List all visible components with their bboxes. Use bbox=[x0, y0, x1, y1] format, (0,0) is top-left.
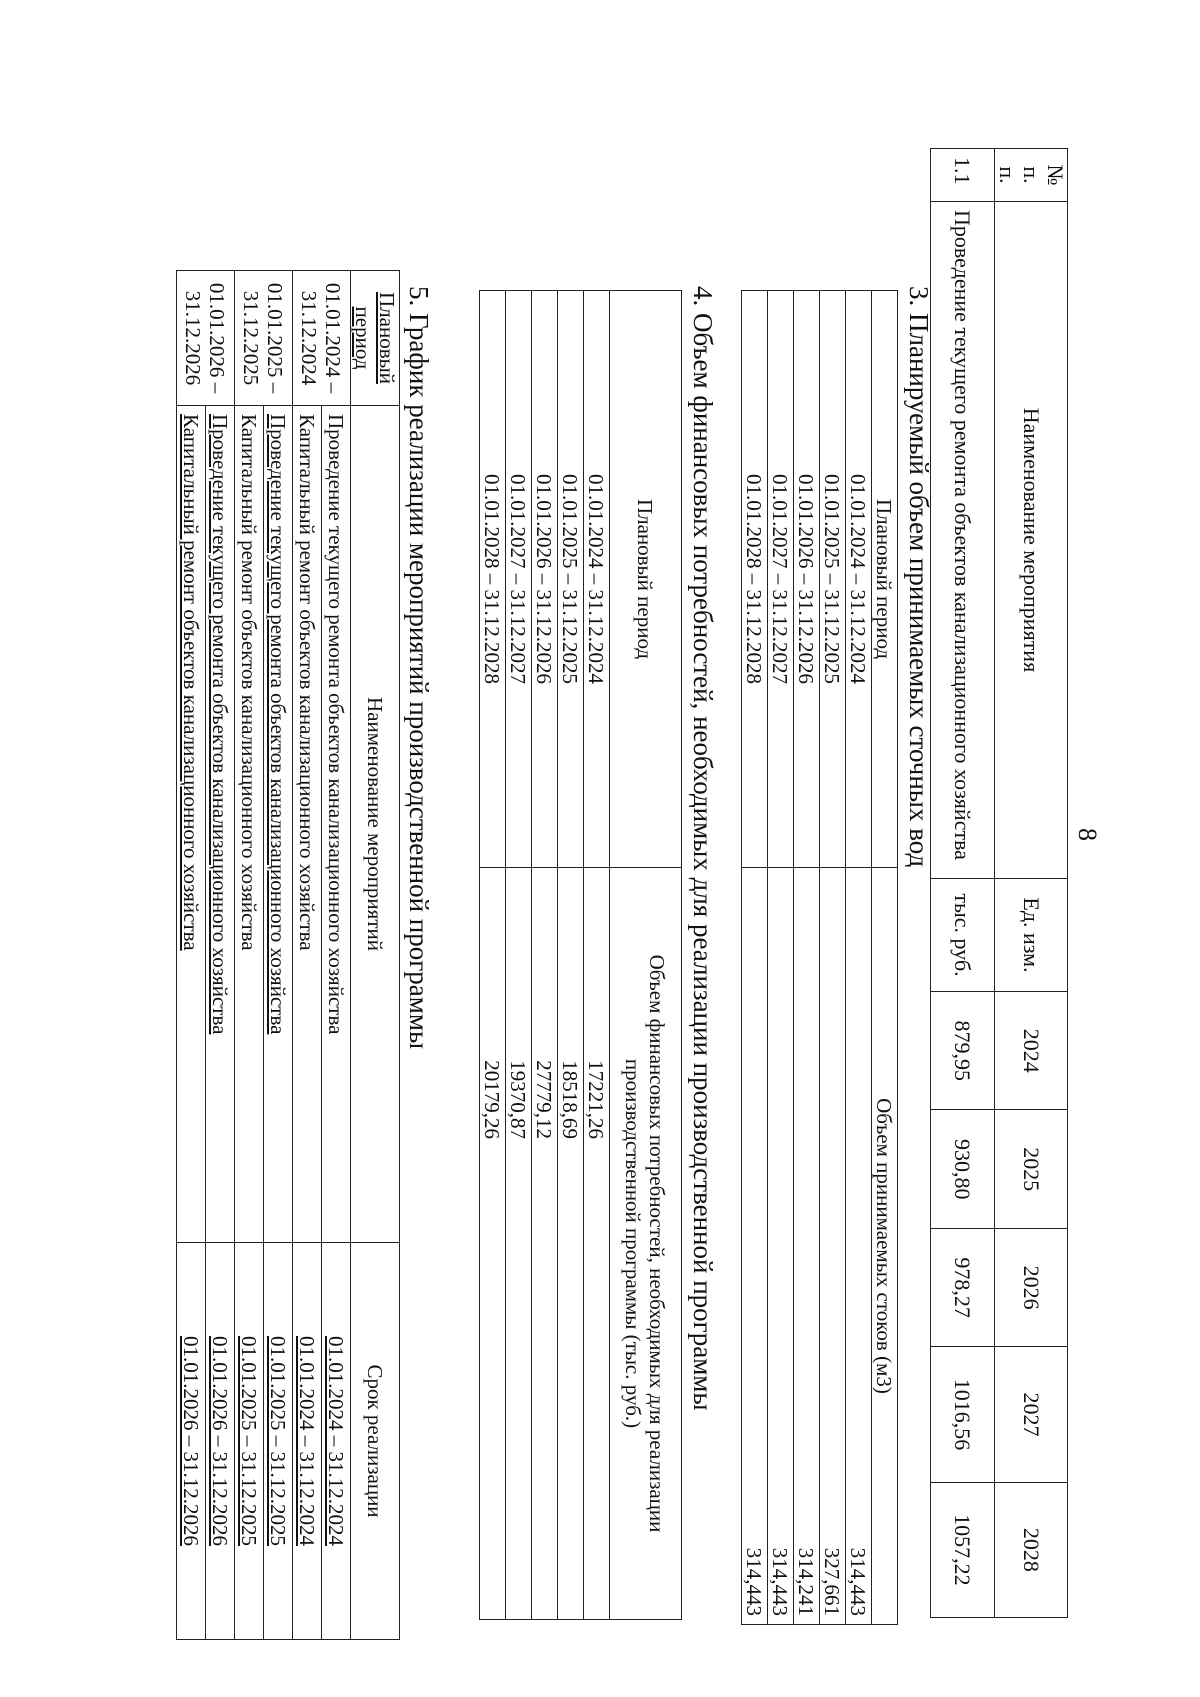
page-number: 8 bbox=[1073, 828, 1102, 841]
volume-header: Объем принимаемых стоков (м3) bbox=[872, 868, 898, 1625]
period-cell: 01.01.2026 – 31.12.2026 bbox=[794, 291, 820, 868]
col-year-header: 2028 bbox=[995, 1482, 1068, 1617]
deadline-cell: 01.01.2026 – 31.12.2026 bbox=[177, 1243, 206, 1640]
deadline-cell: 01.01.2024 – 31.12.2024 bbox=[293, 1243, 322, 1640]
measure-cell: Капитальный ремонт объектов канализационного хозяйства bbox=[293, 406, 322, 1243]
section-3-title: 3. Планируемый объем принимаемых сточных вод bbox=[904, 286, 934, 868]
section-5-title: 5. График реализации мероприятий производственной программы bbox=[404, 286, 434, 1050]
col-year-header: 2026 bbox=[995, 1228, 1068, 1346]
row-value: 930,80 bbox=[931, 1110, 995, 1228]
wastewater-volume-table bbox=[741, 290, 898, 1625]
period-cell: 01.01.2025 – 31.12.2025 bbox=[820, 291, 846, 868]
amount-cell: 27779,12 bbox=[532, 868, 558, 1620]
measures-header: Наименование мероприятий bbox=[351, 406, 400, 1243]
col-name-header: Наименование мероприятия bbox=[995, 202, 1068, 879]
period-cell: 01.01.2024 – 31.12.2024 bbox=[846, 291, 872, 868]
amount-cell: 17221,26 bbox=[584, 868, 610, 1620]
period-cell: 01.01.2027 – 31.12.2027 bbox=[506, 291, 532, 868]
measure-cell: Капитальный ремонт объектов канализационного хозяйства bbox=[235, 406, 264, 1243]
col-year-header: 2025 bbox=[995, 1110, 1068, 1228]
period-cell: 01.01.2026 – 31.12.2026 bbox=[532, 291, 558, 868]
col-unit-header: Ед. изм. bbox=[995, 879, 1068, 992]
section-4-title: 4. Объем финансовых потребностей, необходимых для реализации производственной программы bbox=[688, 286, 718, 1411]
row-value: 879,95 bbox=[931, 992, 995, 1110]
period-cell: 01.01.2024 – 31.12.2024 bbox=[584, 291, 610, 868]
amount-cell: 18518,69 bbox=[558, 868, 584, 1620]
deadline-header: Срок реализации bbox=[351, 1243, 400, 1640]
col-year-header: 2027 bbox=[995, 1347, 1068, 1482]
group-period: 01.01.2026 – 31.12.2026 bbox=[177, 271, 235, 406]
group-period: 01.01.2025 – 31.12.2025 bbox=[235, 271, 293, 406]
deadline-cell: 01.01.2025 – 31.12.2025 bbox=[264, 1243, 293, 1640]
volume-cell: 314,443 bbox=[768, 868, 794, 1625]
row-unit: тыс. руб. bbox=[931, 879, 995, 992]
col-year-header: 2024 bbox=[995, 992, 1068, 1110]
row-value: 978,27 bbox=[931, 1228, 995, 1346]
deadline-cell: 01.01.2026 – 31.12.2026 bbox=[206, 1243, 235, 1640]
row-name: Проведение текущего ремонта объектов канализационного хозяйства bbox=[931, 202, 995, 879]
measure-cell: Капитальный ремонт объектов канализационного хозяйства bbox=[177, 406, 206, 1243]
row-value: 1016,56 bbox=[931, 1347, 995, 1482]
amount-cell: 19370,87 bbox=[506, 868, 532, 1620]
volume-cell: 327,661 bbox=[820, 868, 846, 1625]
measure-cell: Проведение текущего ремонта объектов канализационного хозяйства bbox=[264, 406, 293, 1243]
deadline-cell: 01.01.2024 – 31.12.2024 bbox=[322, 1243, 351, 1640]
volume-cell: 314,443 bbox=[742, 868, 768, 1625]
period-cell: 01.01.2027 – 31.12.2027 bbox=[768, 291, 794, 868]
financial-needs-header: Объем финансовых потребностей, необходимых для реализации производственной программы (тыс. руб.) bbox=[610, 868, 682, 1620]
period-header: Плановый период bbox=[351, 271, 400, 406]
financial-needs-table bbox=[479, 290, 682, 1620]
amount-cell: 20179,26 bbox=[480, 868, 506, 1620]
measure-cell: Проведение текущего ремонта объектов канализационного хозяйства bbox=[206, 406, 235, 1243]
group-period: 01.01.2024 – 31.12.2024 bbox=[293, 271, 351, 406]
row-value: 1057,22 bbox=[931, 1482, 995, 1617]
measure-cell: Проведение текущего ремонта объектов канализационного хозяйства bbox=[322, 406, 351, 1243]
period-header: Плановый период bbox=[610, 291, 682, 868]
period-cell: 01.01.2028 – 31.12.2028 bbox=[742, 291, 768, 868]
row-num: 1.1 bbox=[931, 149, 995, 202]
volume-cell: 314,443 bbox=[846, 868, 872, 1625]
schedule-table bbox=[176, 270, 400, 1640]
deadline-cell: 01.01.2025 – 31.12.2025 bbox=[235, 1243, 264, 1640]
measures-cost-table bbox=[930, 148, 1068, 1618]
period-header: Плановый период bbox=[872, 291, 898, 868]
col-num-header: № п. п. bbox=[995, 149, 1068, 202]
period-cell: 01.01.2025 – 31.12.2025 bbox=[558, 291, 584, 868]
volume-cell: 314,241 bbox=[794, 868, 820, 1625]
period-cell: 01.01.2028 – 31.12.2028 bbox=[480, 291, 506, 868]
